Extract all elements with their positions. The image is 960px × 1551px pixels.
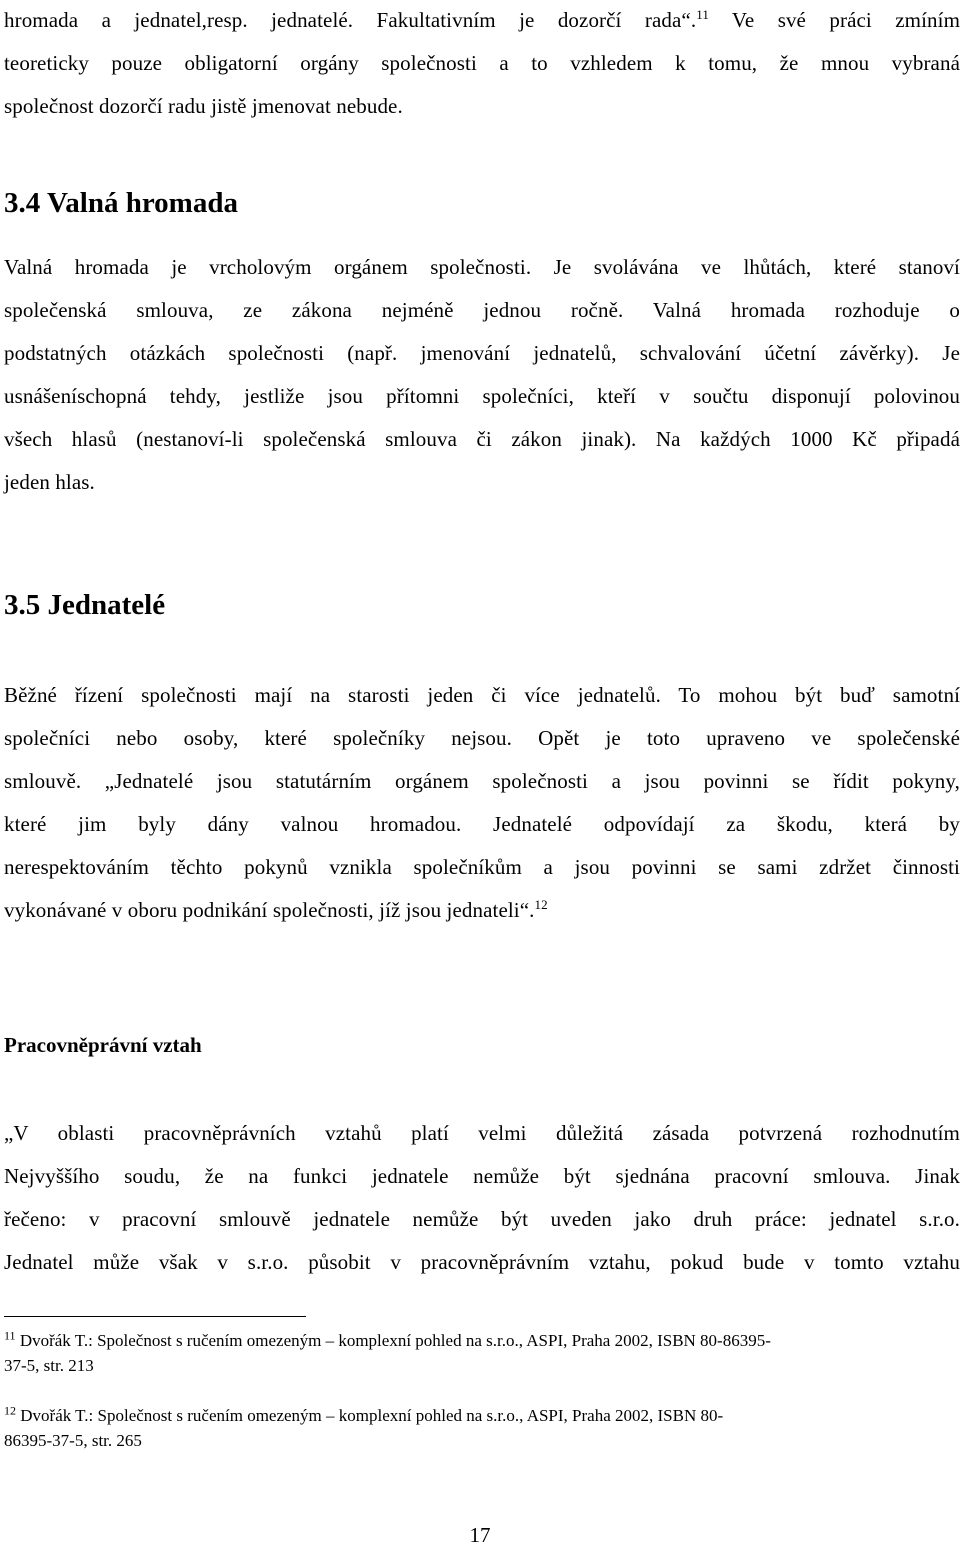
text-line: Jednatel může však v s.r.o. působit v pracovněprávním vztahu, pokud bude v tomto vztahu [4, 1250, 960, 1274]
section-heading: 3.4 Valná hromada [4, 187, 238, 219]
text-segment: Ve své práci zmíním [708, 8, 960, 32]
footnote-line [4, 1328, 960, 1353]
text-line [4, 0, 960, 42]
text-line: společnost dozorčí radu jistě jmenovat nebude. [4, 94, 403, 118]
footnote [4, 1403, 960, 1453]
footnote-text: Dvořák T.: Společnost s ručením omezeným – komplexní pohled na s.r.o., ASPI, Praha 2002, ISBN 80-86395- [15, 1331, 771, 1350]
footnote-ref: 11 [696, 7, 709, 22]
text-line: podstatných otázkách společnosti (např. jmenování jednatelů, schvalování účetní závěrky). Je [4, 341, 960, 365]
intro-paragraph [4, 0, 960, 128]
subsection-heading: Pracovněprávní vztah [4, 1033, 202, 1057]
footnote-number: 11 [4, 1328, 16, 1343]
text-line: společníci nebo osoby, které společníky nejsou. Opět je toto upraveno ve společenské [4, 726, 960, 750]
footnote-line [4, 1403, 960, 1428]
text-line: teoreticky pouze obligatorní orgány společnosti a to vzhledem k tomu, že mnou vybraná [4, 51, 960, 75]
footnote-line: 86395-37-5, str. 265 [4, 1431, 142, 1450]
footnote-number: 12 [4, 1403, 16, 1418]
text-segment: hromada a jednatel,resp. jednatelé. Fakultativním je dozorčí rada“. [4, 8, 697, 32]
text-line: smlouvě. „Jednatelé jsou statutárním orgánem společnosti a jsou povinni se řídit pokyny, [4, 769, 960, 793]
footnote-divider [4, 1316, 306, 1317]
footnote-line: 37-5, str. 213 [4, 1356, 94, 1375]
text-line: jeden hlas. [4, 470, 95, 494]
text-segment: vykonávané v oboru podnikání společnosti, jíž jsou jednateli“. [4, 898, 535, 922]
text-line: řečeno: v pracovní smlouvě jednatele nemůže být uveden jako druh práce: jednatel s.r.o. [4, 1207, 960, 1231]
text-line: nerespektováním těchto pokynů vznikla společníkům a jsou povinni se sami zdržet činnosti [4, 855, 960, 879]
section-paragraph [4, 674, 960, 932]
text-line: společenská smlouva, ze zákona nejméně jednou ročně. Valná hromada rozhoduje o [4, 298, 960, 322]
text-line: Valná hromada je vrcholovým orgánem společnosti. Je svolávána ve lhůtách, které stanoví [4, 255, 960, 279]
section-paragraph [4, 1112, 960, 1284]
text-line [4, 889, 960, 932]
section-paragraph [4, 246, 960, 504]
section-heading: 3.5 Jednatelé [4, 589, 166, 621]
text-line: které jim byly dány valnou hromadou. Jednatelé odpovídají za škodu, která by [4, 812, 960, 836]
footnote [4, 1328, 960, 1378]
footnote-ref: 12 [534, 897, 548, 912]
text-line: všech hlasů (nestanoví-li společenská smlouva či zákon jinak). Na každých 1000 Kč připadá [4, 427, 960, 451]
text-line: Běžné řízení společnosti mají na starosti jeden či více jednatelů. To mohou být buď samotní [4, 683, 960, 707]
text-line: „V oblasti pracovněprávních vztahů platí velmi důležitá zásada potvrzená rozhodnutím [4, 1121, 960, 1145]
page-number: 17 [469, 1523, 491, 1547]
footnote-text: Dvořák T.: Společnost s ručením omezeným – komplexní pohled na s.r.o., ASPI, Praha 2002, ISBN 80- [16, 1406, 724, 1425]
text-line: usnášeníschopná tehdy, jestliže jsou přítomni společníci, kteří v součtu disponují polovinou [4, 384, 960, 408]
text-line: Nejvyššího soudu, že na funkci jednatele nemůže být sjednána pracovní smlouva. Jinak [4, 1164, 960, 1188]
